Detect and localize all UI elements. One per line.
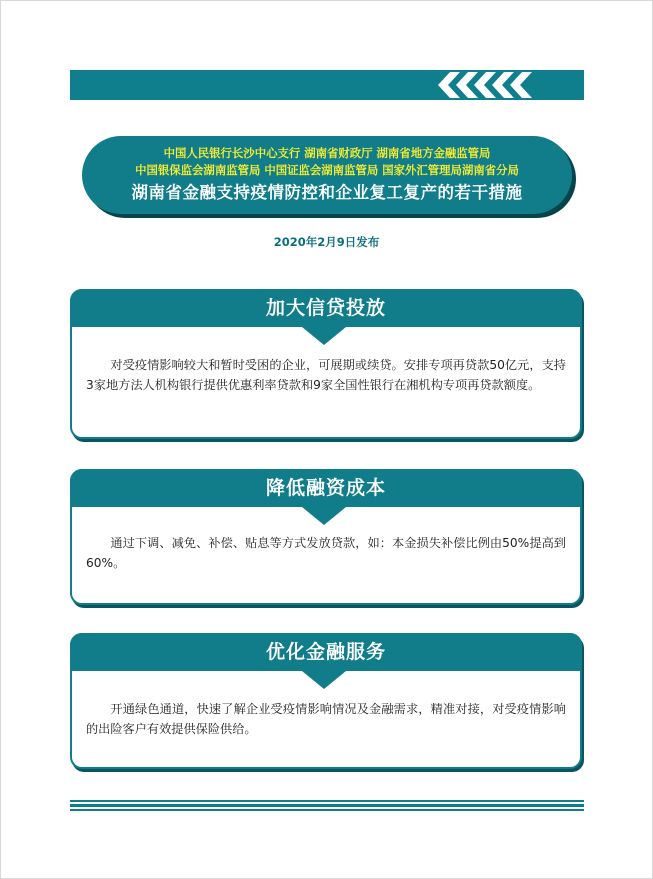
document-title: 湖南省金融支持疫情防控和企业复工复产的若干措施 — [131, 183, 523, 202]
issuers-line-2: 中国银保监会湖南监管局 中国证监会湖南监管局 国家外汇管理局湖南省分局 — [135, 163, 519, 177]
section-service — [70, 633, 582, 769]
section-title: 优化金融服务 — [265, 641, 386, 663]
section-title: 降低融资成本 — [265, 477, 386, 499]
section-cost — [70, 469, 582, 605]
header-banner — [82, 136, 572, 214]
section-notch — [302, 507, 346, 525]
chevrons-left-icon — [430, 70, 540, 100]
section-credit — [70, 289, 582, 439]
section-title: 加大信贷投放 — [265, 297, 386, 319]
publish-date: 2020年2月9日发布 — [273, 235, 380, 249]
section-notch — [302, 327, 346, 345]
section-body: 对受疫情影响较大和暂时受困的企业，可展期或续贷。安排专项再贷款50亿元，支持3家地方法人机构银行提供优惠利率贷款和9家全国性银行在湘机构专项再贷款额度。 — [86, 358, 566, 392]
section-body: 开通绿色通道，快速了解企业受疫情影响情况及金融需求，精准对接，对受疫情影响的出险客户有效提供保险供给。 — [86, 702, 566, 736]
issuers-line-1: 中国人民银行长沙中心支行 湖南省财政厅 湖南省地方金融监管局 — [163, 146, 491, 160]
bottom-stripes — [70, 800, 584, 812]
top-banner — [70, 70, 584, 100]
section-notch — [302, 671, 346, 689]
section-body: 通过下调、减免、补偿、贴息等方式发放贷款，如：本金损失补偿比例由50%提高到60%。 — [86, 536, 566, 570]
